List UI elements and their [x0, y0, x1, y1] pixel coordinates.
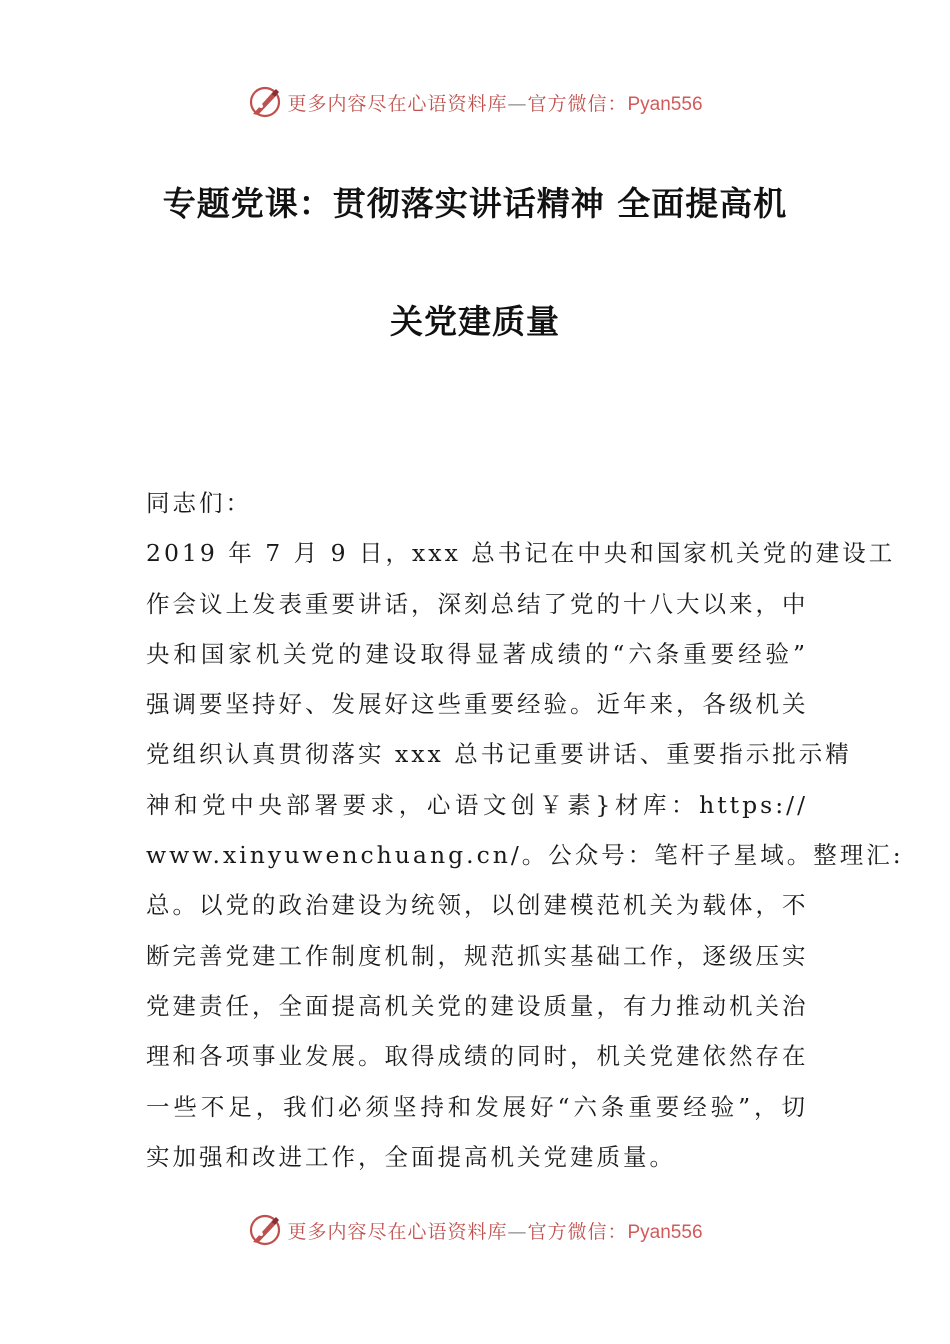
header-dash: — — [507, 92, 528, 115]
document-title-line-1: 专题党课：贯彻落实讲话精神 全面提高机 — [162, 184, 788, 223]
footer-wechat-label: 官方微信： — [527, 1220, 628, 1243]
body-line: 央和国家机关党的建设取得显著成绩的“六条重要经验” — [146, 639, 808, 668]
header-wechat-label: 官方微信： — [527, 92, 628, 115]
pen-logo-icon — [247, 1212, 283, 1248]
body-line: 一些不足，我们必须坚持和发展好“六条重要经验”，切 — [146, 1092, 808, 1121]
footer-text — [287, 1217, 702, 1244]
header-wechat-id: Pyan556 — [627, 93, 703, 115]
body-line: 强调要坚持好、发展好这些重要经验。近年来，各级机关 — [146, 690, 809, 719]
body-line: 党建责任，全面提高机关党的建设质量，有力推动机关治 — [146, 991, 809, 1020]
body-line: www.xinyuwenchuang.cn/。公众号：笔杆子星域。整理汇: — [146, 841, 904, 870]
body-line: 党组织认真贯彻落实 xxx 总书记重要讲话、重要指示批示精 — [146, 740, 852, 769]
body-line: 理和各项事业发展。取得成绩的同时，机关党建依然存在 — [146, 1042, 809, 1071]
header-site-text: 更多内容尽在心语资料库 — [287, 92, 508, 115]
pen-logo-icon — [247, 84, 283, 120]
greeting: 同志们： — [146, 489, 252, 517]
document-title-line-2: 关党建质量 — [390, 302, 560, 341]
body-line: 断完善党建工作制度机制，规范抓实基础工作，逐级压实 — [146, 941, 809, 970]
body-line: 总。以党的政治建设为统领，以创建模范机关为载体，不 — [146, 891, 809, 920]
body-line: 作会议上发表重要讲话，深刻总结了党的十八大以来，中 — [146, 589, 809, 618]
footer-banner — [0, 1210, 950, 1250]
header-banner — [0, 82, 950, 122]
body-line: 实加强和改进工作，全面提高机关党建质量。 — [146, 1142, 676, 1171]
header-text — [287, 89, 702, 116]
document-body — [146, 478, 904, 1182]
footer-dash: — — [507, 1220, 528, 1243]
footer-wechat-id: Pyan556 — [627, 1221, 703, 1243]
body-line: 神和党中央部署要求，心语文创￥素}材库：https:// — [146, 790, 808, 819]
body-line: 2019 年 7 月 9 日，xxx 总书记在中央和国家机关党的建设工 — [146, 539, 896, 568]
footer-site-text: 更多内容尽在心语资料库 — [287, 1220, 508, 1243]
